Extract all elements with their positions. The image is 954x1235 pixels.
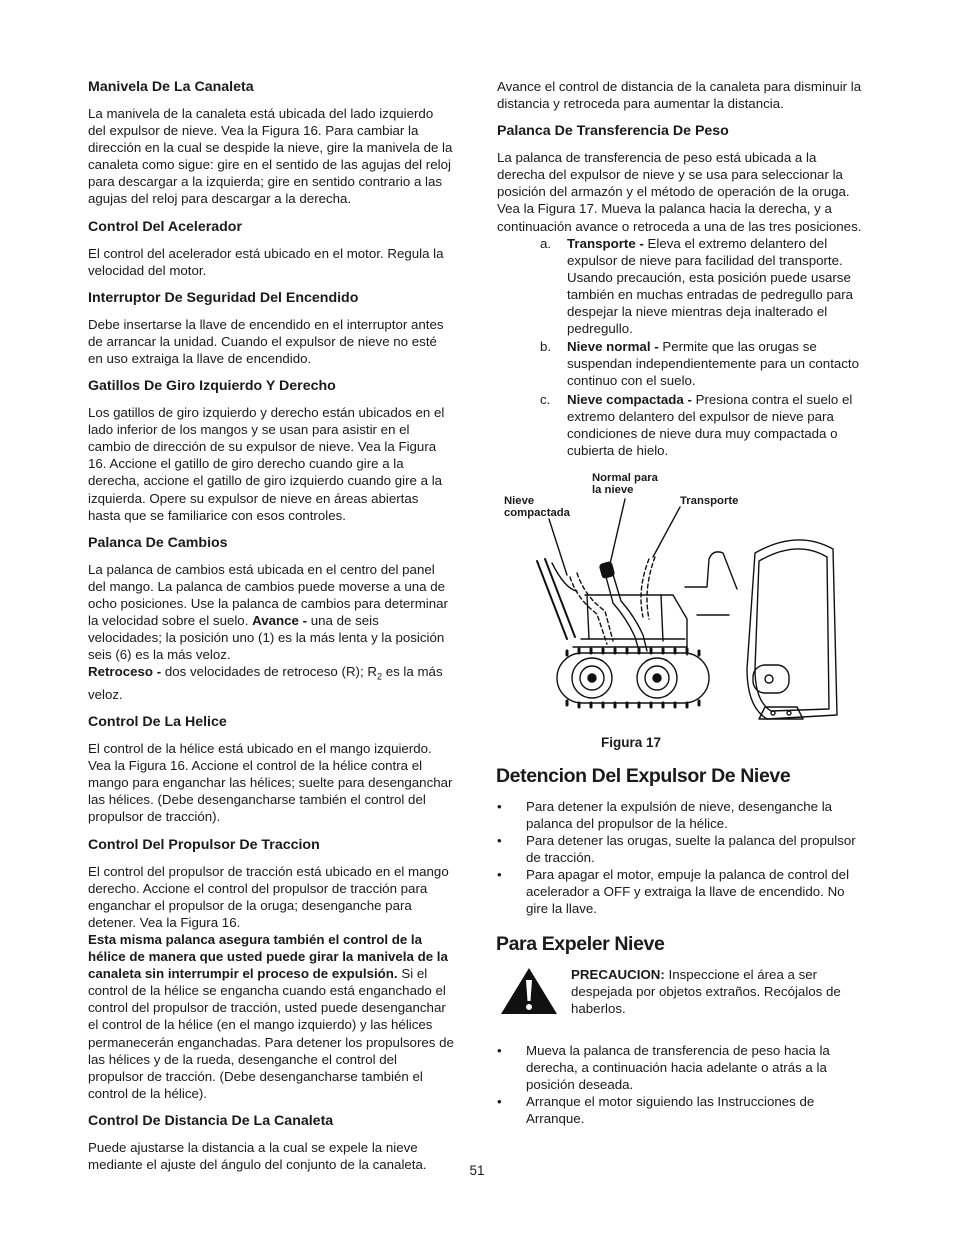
snowblower-illustration (497, 469, 865, 731)
figure-caption: Figura 17 (600, 734, 662, 750)
heading-distancia: Control De Distancia De La Canaleta (88, 1112, 334, 1129)
text-retroceso-a: dos velocidades de retroceso (R); R (164, 664, 377, 680)
heading-manivela: Manivela De La Canaleta (88, 79, 254, 95)
position-list (497, 235, 865, 459)
text-nieve-normal: Permite que las orugas se suspendan independientemente para un contacto continuo con el suelo. (567, 339, 860, 389)
text-nieve-compactada: Presiona contra el suelo el extremo delantero del expulsor de nieve para condiciones de nieve dura muy compactada o cubierta de hielo. (567, 391, 853, 458)
text-acelerador: El control del acelerador está ubicado en el motor. Regula la velocidad del motor. (88, 245, 444, 278)
bullet: • (497, 833, 502, 849)
right-column (497, 78, 865, 1141)
list-item: • Arranque el motor siguiendo las Instrucciones de Arranque. (497, 1093, 815, 1126)
heading-transferencia: Palanca De Transferencia De Peso (497, 123, 729, 140)
label-transporte: Transporte - (567, 235, 644, 251)
heading-gatillos: Gatillos De Giro Izquierdo Y Derecho (88, 378, 336, 395)
label-figure-normal: Normal para la nieve (592, 471, 658, 497)
heading-cambios: Palanca De Cambios (88, 534, 228, 551)
text-gatillos: Los gatillos de giro izquierdo y derecho están ubicados en el lado inferior de los mangos y se usan para asistir en el cambio de dirección de su expulsor de nieve. Vea la Figura 16. Accione el gatillo de giro derecho cuando gire a la derecha, accione el gatillo de giro izquierdo cuando gire a la izquierda. Opere su expulsor de nieve en áreas abiertas hasta que se familiarice con esos controles. (88, 405, 445, 523)
text-manivela: La manivela de la canaleta está ubicada del lado izquierdo del expulsor de nieve. Vea la Figura 16. Para cambiar la dirección en la cual se despide la nieve, gire la manivela de la canaleta como sigue: gire en el sentido de las agujas del reloj para descargar a la izquierda; gire en sentido contrario a las agujas del reloj para descargar a la derecha. (88, 106, 453, 207)
text-transferencia: La palanca de transferencia de peso está ubicada a la derecha del expulsor de nieve y se usa para seleccionar la posición del armazón y el método de operación de la oruga. Vea la Figura 17. Mueva la palanca hacia la derecha, y a continuación avance o retroceda a una de las tres posiciones. (497, 150, 862, 234)
heading-interruptor: Interruptor De Seguridad Del Encendido (88, 289, 359, 306)
bullet: • (497, 798, 502, 814)
text-avance: una de seis velocidades; la posición uno (1) es la más lenta y la posición seis (6) es la más veloz. (88, 612, 445, 663)
text-transporte: Eleva el extremo delantero del expulsor de nieve para facilidad del transporte. Usando precaución, esta posición puede usarse también en muchas entradas de pedregullo para despejar la nieve mientras deja inalterado el pedregullo. (567, 235, 854, 337)
page-number: 51 (469, 1163, 485, 1178)
list-item (497, 338, 865, 389)
text-propulsor-bold: Esta misma palanca asegura también el control de la hélice de manera que usted puede girar la manivela de la canaleta sin interrumpir el proceso de expulsión. (88, 931, 448, 982)
warning-label: PRECAUCION: (571, 966, 665, 982)
list-marker: a. (540, 235, 552, 251)
text-cambios-main: La palanca de cambios está ubicada en el centro del panel del mango. La palanca de cambios puede moverse a una de ocho posiciones. Use la palanca de cambios para determinar la velocidad sobre el suelo. (88, 561, 448, 628)
text-interruptor: Debe insertarse la llave de encendido en el interruptor antes de arrancar la unidad. Cuando el expulsor de nieve no esté en uso extraiga la llave de encendido. (88, 316, 444, 366)
label-figure-compactada: Nieve compactada (504, 494, 570, 520)
bullet: • (497, 867, 502, 883)
label-retroceso: Retroceso - (88, 664, 162, 680)
bullet: • (497, 1093, 502, 1109)
text-propulsor-rest: Si el control de la hélice se engancha cuando está enganchado el control del propulsor de tracción, usted puede desenganchar el control de la hélice (en el mango izquierdo) y las hélices permanecerán enganchadas. Para detener los propulsores de las hélices y de la rueda, desenganche el control del propulsor de tracción. (Debe desengancharse también el control de la hélice). (88, 966, 454, 1101)
expeler-list (497, 1042, 865, 1127)
heading-helice: Control De La Helice (88, 714, 227, 731)
label-figure-transporte: Transporte (680, 494, 739, 507)
list-item (497, 391, 865, 459)
list-item (497, 235, 865, 338)
list-item: • Para apagar el motor, empuje la palanca de control del acelerador a OFF y extraiga la llave de encendido. No gire la llave. (497, 867, 850, 917)
detencion-list (497, 798, 865, 918)
list-marker: b. (540, 339, 552, 355)
text-cambios (88, 561, 454, 703)
text-propulsor-main: El control del propulsor de tracción está ubicado en el mango derecho. Accione el control del propulsor de tracción para enganchar el propulsor de la oruga; desenganche para detener. Vea la Figura 16. (88, 863, 449, 930)
list-item: • Mueva la palanca de transferencia de peso hacia la derecha, a continuación hacia adelante o atrás a la posición deseada. (497, 1042, 830, 1092)
text-retroceso-b: es la más veloz. (88, 664, 443, 702)
heading-expeler: Para Expeler Nieve (496, 932, 665, 955)
warning-icon (499, 966, 559, 1016)
label-nieve-normal: Nieve normal - (567, 339, 659, 355)
text-retroceso-sub: 2 (376, 671, 382, 682)
list-item: • Para detener la expulsión de nieve, desenganche la palanca del propulsor de la hélice. (497, 798, 833, 831)
warning-box (497, 966, 865, 1028)
figure-weight-transfer (497, 469, 865, 731)
label-avance: Avance - (252, 612, 308, 628)
text-distancia-cont: Avance el control de distancia de la canaleta para disminuir la distancia y retroceda para aumentar la distancia. (497, 79, 862, 112)
warning-text: PRECAUCION: Inspeccione el área a ser despejada por objetos extraños. Recójalos de haberlos. (571, 966, 841, 1016)
list-marker: c. (540, 391, 551, 407)
list-item: • Para detener las orugas, suelte la palanca del propulsor de tracción. (497, 833, 856, 866)
heading-propulsor: Control Del Propulsor De Traccion (88, 836, 320, 853)
text-propulsor (88, 863, 454, 1102)
heading-acelerador: Control Del Acelerador (88, 218, 242, 235)
text-helice: El control de la hélice está ubicado en el mango izquierdo. Vea la Figura 16. Accione el control de la hélice contra el mango para enganchar las hélices; suelte para desenganchar las hélices. (Debe desengancharse también el control del propulsor de tracción). (88, 741, 453, 825)
text-distancia: Puede ajustarse la distancia a la cual se expele la nieve mediante el ajuste del ángulo del conjunto de la canaleta. (88, 1139, 427, 1172)
heading-detencion: Detencion Del Expulsor De Nieve (496, 764, 791, 787)
label-nieve-compactada: Nieve compactada - (567, 391, 692, 407)
bullet: • (497, 1042, 502, 1058)
left-column (88, 78, 454, 1173)
